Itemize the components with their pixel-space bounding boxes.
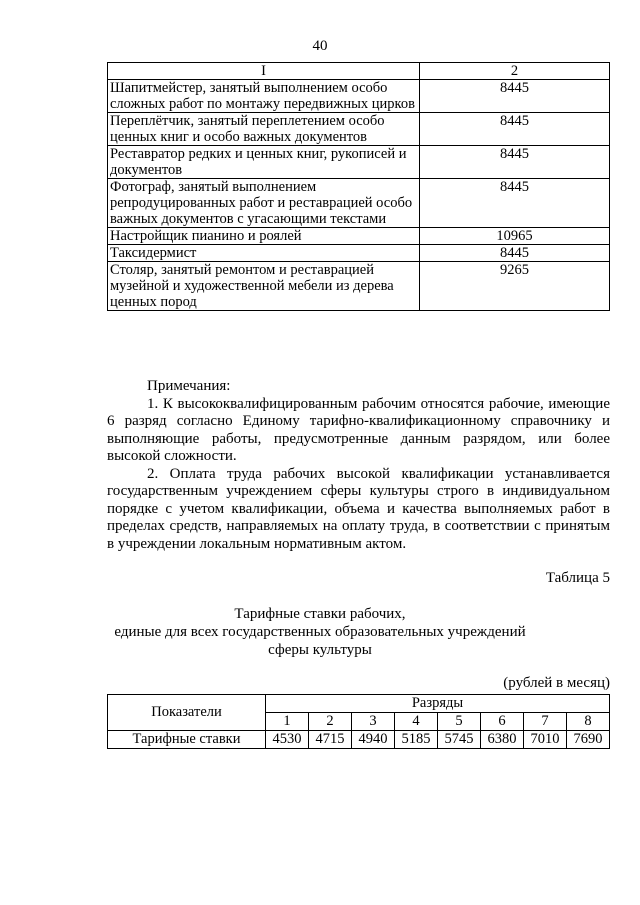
tariff-table: [107, 694, 610, 749]
tariff-value-cell: 7010: [524, 731, 567, 749]
rate-cell: 10965: [420, 228, 610, 245]
row-label: Тарифные ставки: [108, 731, 266, 749]
note-item: 2. Оплата труда рабочих высокой квалификации устанавливается государственным учреждением сферы культуры строго в индивидуальном порядке с учетом квалификации, объема и качества выполняемых работ в пределах средств, направляемых на оплату труда, в соответствии с принятым в учреждении локальным нормативным актом.: [107, 465, 610, 552]
profession-cell: Переплётчик, занятый переплетением особо ценных книг и особо важных документов: [108, 113, 420, 146]
grade-cell: 8: [567, 713, 610, 731]
table-title-line: сферы культуры: [268, 642, 372, 658]
rate-cell: 8445: [420, 113, 610, 146]
table-title: [0, 605, 640, 659]
grades-header: Разряды: [266, 695, 610, 713]
tariff-value-cell: 4940: [352, 731, 395, 749]
table-row: [108, 80, 610, 113]
table-row: [108, 262, 610, 311]
tariff-value-cell: 5745: [438, 731, 481, 749]
rate-cell: 9265: [420, 262, 610, 311]
unit-label: (рублей в месяц): [503, 675, 610, 691]
grade-cell: 4: [395, 713, 438, 731]
table-row: [108, 113, 610, 146]
profession-cell: Таксидермист: [108, 245, 420, 262]
rate-cell: 8445: [420, 245, 610, 262]
rate-cell: 8445: [420, 146, 610, 179]
notes-heading: Примечания:: [147, 378, 231, 394]
tariff-values-row: [108, 731, 610, 749]
tariff-header-row: [108, 695, 610, 713]
grade-cell: 5: [438, 713, 481, 731]
grade-cell: 3: [352, 713, 395, 731]
table-row: [108, 245, 610, 262]
profession-cell: Шапитмейстер, занятый выполнением особо сложных работ по монтажу передвижных цирков: [108, 80, 420, 113]
column-header-1: I: [108, 63, 420, 80]
table-row: [108, 228, 610, 245]
table-row: [108, 146, 610, 179]
tariff-value-cell: 5185: [395, 731, 438, 749]
column-header-2: 2: [420, 63, 610, 80]
grade-cell: 6: [481, 713, 524, 731]
rate-cell: 8445: [420, 80, 610, 113]
profession-cell: Реставратор редких и ценных книг, рукописей и документов: [108, 146, 420, 179]
tariff-value-cell: 7690: [567, 731, 610, 749]
indicator-header: Показатели: [108, 695, 266, 731]
grade-cell: 2: [309, 713, 352, 731]
tariff-value-cell: 4530: [266, 731, 309, 749]
notes-section: [107, 378, 610, 553]
table-title-line: Тарифные ставки рабочих,: [234, 606, 406, 622]
profession-cell: Столяр, занятый ремонтом и реставрацией музейной и художественной мебели из дерева ценных пород: [108, 262, 420, 311]
table-row: [108, 179, 610, 228]
grade-cell: 7: [524, 713, 567, 731]
profession-cell: Фотограф, занятый выполнением репродуцированных работ и реставрацией особо важных документов с угасающими текстами: [108, 179, 420, 228]
profession-cell: Настройщик пианино и роялей: [108, 228, 420, 245]
table-label: Таблица 5: [545, 570, 610, 586]
rates-table: [107, 62, 610, 311]
grade-cell: 1: [266, 713, 309, 731]
page-number: 40: [312, 38, 328, 54]
rate-cell: 8445: [420, 179, 610, 228]
table-title-line: единые для всех государственных образовательных учреждений: [114, 624, 526, 640]
tariff-value-cell: 4715: [309, 731, 352, 749]
table-header-row: [108, 63, 610, 80]
tariff-value-cell: 6380: [481, 731, 524, 749]
note-item: 1. К высококвалифицированным рабочим относятся рабочие, имеющие 6 разряд согласно Единому тарифно-квалификационному справочнику и выполняющие работы, предусмотренные данным разрядом, или более высокой сложности.: [107, 395, 610, 464]
